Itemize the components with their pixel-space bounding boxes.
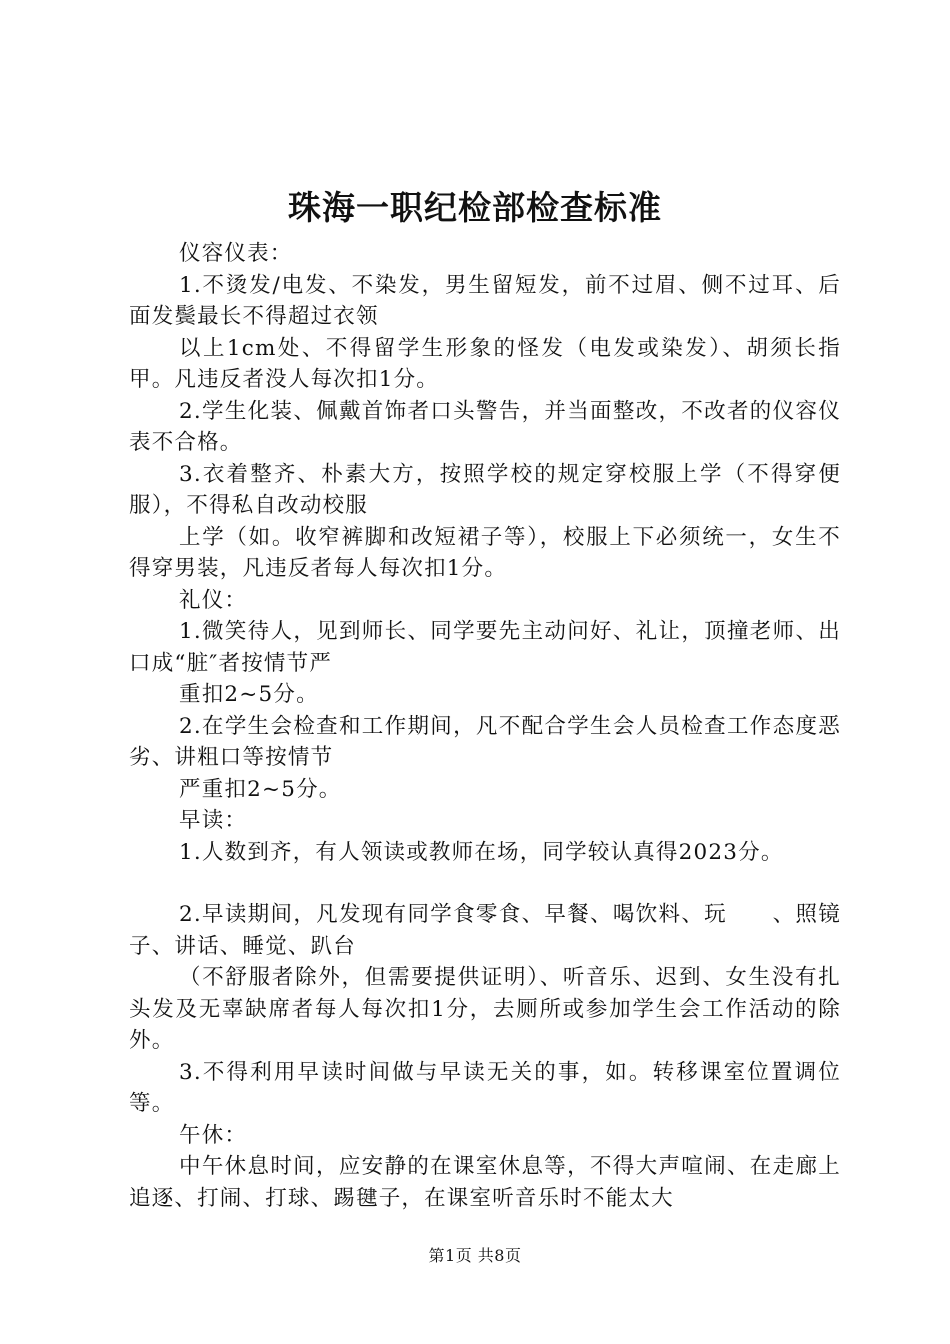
paragraph: 3.不得利用早读时间做与早读无关的事，如。转移课室位置调位等。 <box>129 1059 841 1116</box>
section-heading-noon-rest: 午休： <box>179 1122 248 1148</box>
paragraph: 2.早读期间，凡发现有同学食零食、早餐、喝饮料、玩 、照镜子、讲话、睡觉、趴台 <box>129 902 841 959</box>
page-number-footer: 第1页 共8页 <box>428 1246 522 1265</box>
section-heading-appearance: 仪容仪表： <box>179 241 293 266</box>
paragraph: （不舒服者除外，但需要提供证明）、听音乐、迟到、女生没有扎头发及无辜缺席者每人每次扣1分，去厕所或参加学生会工作活动的除外。 <box>129 965 841 1053</box>
document-body <box>129 238 841 1214</box>
paragraph: 3.衣着整齐、朴素大方，按照学校的规定穿校服上学（不得穿便服），不得私自改动校服 <box>129 461 841 518</box>
section-heading-etiquette: 礼仪： <box>179 587 248 613</box>
paragraph: 1.不烫发/电发、不染发，男生留短发，前不过眉、侧不过耳、后面发鬓最长不得超过衣领 <box>129 272 841 329</box>
paragraph: 2.在学生会检查和工作期间，凡不配合学生会人员检查工作态度恶劣、讲粗口等按情节 <box>129 713 841 770</box>
paragraph: 中午休息时间，应安静的在课室休息等，不得大声喧闹、在走廊上追逐、打闹、打球、踢毽子，在课室听音乐时不能太大 <box>129 1154 841 1211</box>
paragraph: 严重扣2~5分。 <box>179 776 342 802</box>
paragraph: 以上1cm处、不得留学生形象的怪发（电发或染发）、胡须长指甲。凡违反者没人每次扣1分。 <box>129 335 841 392</box>
paragraph: 2.学生化装、佩戴首饰者口头警告，并当面整改，不改者的仪容仪表不合格。 <box>129 398 841 455</box>
paragraph: 1.微笑待人，见到师长、同学要先主动问好、礼让，顶撞老师、出口成“脏″者按情节严 <box>129 619 841 676</box>
document-title: 珠海一职纪检部检查标准 <box>288 188 662 227</box>
paragraph: 上学（如。收窄裤脚和改短裙子等），校服上下必须统一，女生不得穿男装，凡违反者每人每次扣1分。 <box>129 524 841 581</box>
section-heading-morning-reading: 早读： <box>179 808 248 833</box>
paragraph: 重扣2~5分。 <box>179 682 319 707</box>
paragraph: 1.人数到齐，有人领读或教师在场，同学较认真得2023分。 <box>179 839 784 865</box>
